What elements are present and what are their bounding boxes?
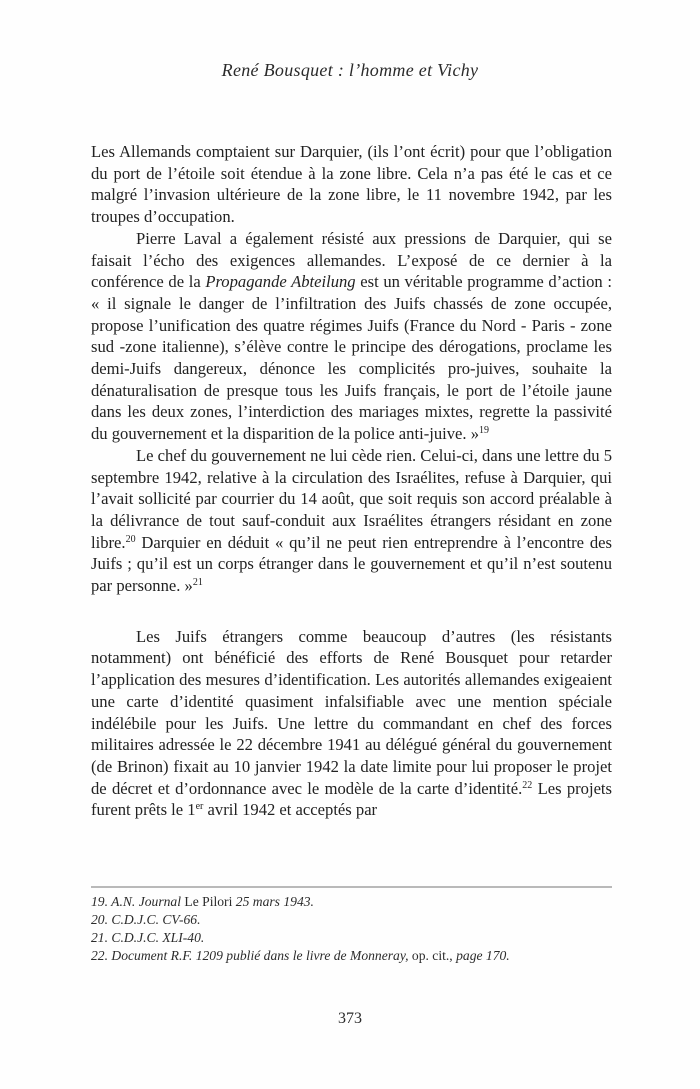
text-segment: Les projets furent prêts le 1	[91, 778, 612, 820]
footnotes-block	[91, 886, 612, 965]
footnote-reference-marker: 20	[125, 533, 136, 545]
text-segment: Propagande Abteilung	[205, 272, 356, 292]
paragraph	[91, 228, 612, 445]
footnote-separator-rule	[91, 886, 612, 888]
text-segment: Les Allemands comptaient sur Darquier, (ils l’ont écrit) pour que l’obligation du port de l’étoile soit étendue à la zone libre. Cela n’a pas été le cas et ce malgré l’invasion ultérieure de la zone libre, le 11 novembre 1942, par les troupes d’occupation.	[91, 142, 612, 227]
body-text-column	[91, 141, 612, 821]
page-number: 373	[338, 1010, 362, 1027]
text-segment: Le chef du gouvernement ne lui cède rien. Celui-ci, dans une lettre du 5 septembre 1942, relative à la circulation des Israélites, refuse à Darquier, qui l’avait sollicité par courrier du 14 août, que soit requis son accord préalable à la délivrance de tout sauf-conduit aux Israélites étrangers résidant en zone libre.	[91, 445, 612, 552]
paragraph	[91, 445, 612, 597]
text-segment: avril 1942 et acceptés par	[203, 800, 378, 820]
text-segment: 25 mars 1943.	[235, 894, 314, 909]
footnote-item	[91, 929, 612, 947]
text-segment: op. cit.,	[411, 948, 457, 963]
page-header-title: René Bousquet : l’homme et Vichy	[221, 60, 479, 80]
footnote-item	[91, 893, 612, 911]
text-segment: 19. A.N. Journal	[91, 894, 185, 909]
footnote-item	[91, 947, 612, 965]
paragraph	[91, 141, 612, 228]
paragraph	[91, 626, 612, 821]
text-segment: 22. Document R.F. 1209 publié dans le livre de Monneray,	[91, 948, 412, 963]
text-segment: 20. C.D.J.C. CV-66.	[91, 912, 201, 927]
footnote-reference-marker: 21	[192, 577, 203, 589]
text-segment: page 170.	[456, 948, 510, 963]
text-segment: 21. C.D.J.C. XLI-40.	[91, 930, 205, 945]
text-segment: Pierre Laval a également résisté aux pressions de Darquier, qui se faisait l’écho des exigences allemandes. L’exposé de ce dernier à la conférence de la	[91, 228, 612, 292]
footnote-reference-marker: 19	[479, 425, 489, 437]
footnote-reference-marker: er	[195, 801, 204, 813]
text-segment: Le Pilori	[184, 894, 236, 909]
text-segment: Darquier en déduit « qu’il ne peut rien entreprendre à l’encontre des Juifs ; qu’il est un corps étranger dans le gouvernement et qu’il n’est soutenu par personne. »	[91, 532, 612, 596]
footnote-reference-marker: 22	[522, 779, 533, 791]
text-segment: est un véritable programme d’action : « il signale le danger de l’infiltration des Juifs chassés de zone occupée, propose l’unification des quatre régimes Juifs (France du Nord - Paris - zone sud -zone italienne), s’élève contre le principe des dérogations, proclame les demi-Juifs dangereux, dénonce les complicités pro-juives, souhaite la dénaturalisation de presque tous les Juifs français, le port de l’étoile jaune dans les deux zones, l’interdiction des mariages mixtes, regrette la passivité du gouvernement et la disparition de la police anti-juive. »	[91, 272, 612, 444]
text-segment: Les Juifs étrangers comme beaucoup d’autres (les résistants notamment) ont bénéficié des efforts de René Bousquet pour retarder l’application des mesures d’identification. Les autorités allemandes exigeaient une carte d’identité quasiment infalsifiable avec une mention spéciale indélébile pour les Juifs. Une lettre du commandant en chef des forces militaires adressée le 22 décembre 1941 au délégué général du gouvernement (de Brinon) fixait au 10 janvier 1942 la date limite pour lui proposer le projet de décret et d’ordonnance avec le modèle de la carte d’identité.	[91, 626, 612, 798]
footnote-item	[91, 911, 612, 929]
footnote-list	[91, 893, 612, 965]
